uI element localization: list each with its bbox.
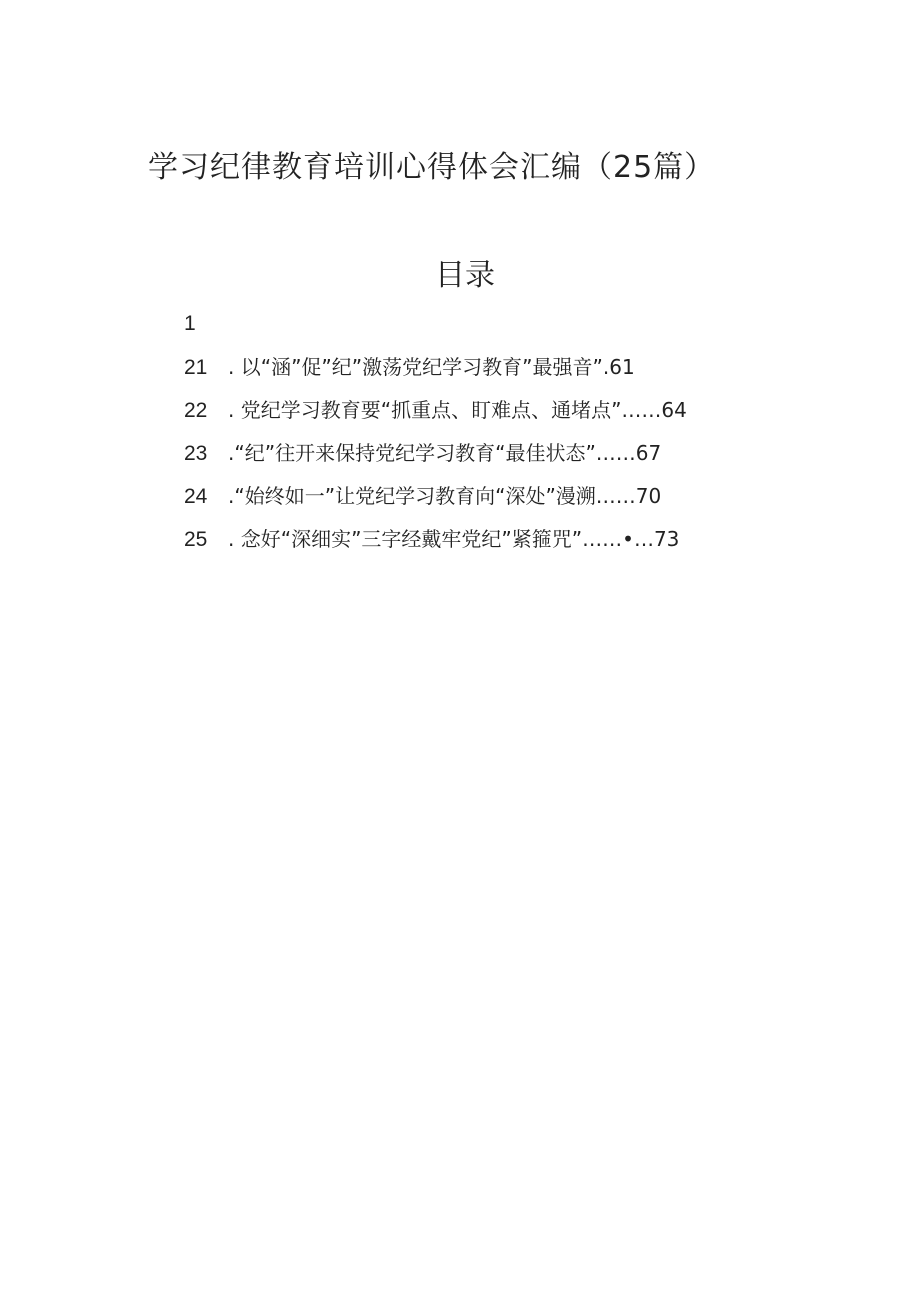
toc-item-number: 21 — [184, 356, 208, 379]
toc-item[interactable] — [184, 481, 687, 524]
toc-stray-number: 1 — [184, 312, 196, 335]
toc-item-number: 23 — [184, 442, 208, 465]
toc-item-text: .“始终如一”让党纪学习教育向“深处”漫溯……70 — [228, 484, 662, 508]
document-title: 学习纪律教育培训心得体会汇编（25篇） — [148, 150, 716, 185]
toc-item[interactable] — [184, 352, 687, 395]
toc-list — [184, 352, 687, 567]
toc-item-text: . 党纪学习教育要“抓重点、盯难点、通堵点”……64 — [228, 398, 687, 422]
toc-item-number: 25 — [184, 528, 208, 551]
toc-item-text: . 以“涵”促”纪”激荡党纪学习教育”最强音”.61 — [228, 355, 635, 379]
toc-item-number: 24 — [184, 485, 208, 508]
toc-item[interactable] — [184, 524, 687, 567]
toc-item[interactable] — [184, 438, 687, 481]
toc-item[interactable] — [184, 395, 687, 438]
toc-heading: 目录 — [435, 258, 495, 293]
toc-item-text: . 念好“深细实”三字经戴牢党纪”紧箍咒”……•…73 — [228, 527, 680, 551]
toc-item-number: 22 — [184, 399, 208, 422]
toc-item-text: .“纪”往开来保持党纪学习教育“最佳状态”……67 — [228, 441, 662, 465]
